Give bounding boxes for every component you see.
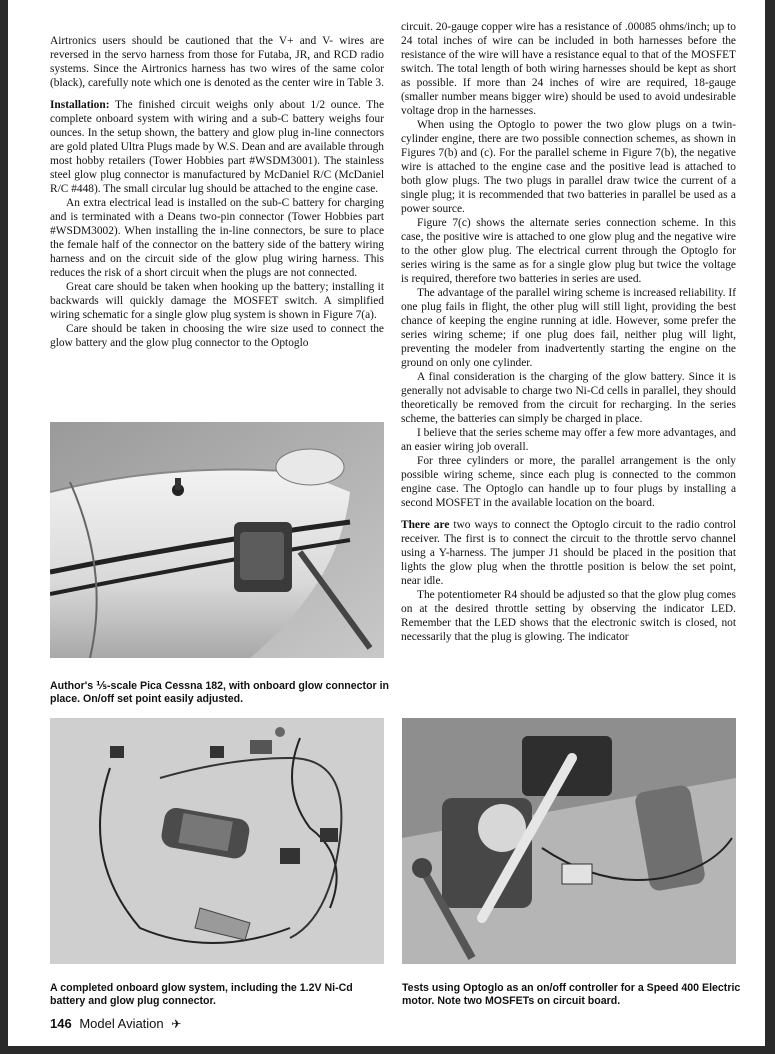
- right-column: [401, 20, 736, 644]
- paragraph: For three cylinders or more, the parallel arrangement is the only possible wiring scheme, since each plug is connected to the common engine case. The Optoglo can handle up to four plugs by installing a second MOSFET in the available location on the board.: [401, 455, 736, 509]
- glow-system-photo: [50, 718, 384, 964]
- paragraph: Care should be taken in choosing the wire size used to connect the glow battery and the glow plug connector to the Optoglo: [50, 323, 384, 349]
- paragraph: When using the Optoglo to power the two glow plugs on a twin-cylinder engine, there are two possible connection schemes, as shown in Figures 7(b) and (c). For the parallel scheme in Figure 7(b), the negative wire is attached to the engine case and the positive lead is attached to both glow plugs. The two plugs in parallel draw twice the current of a single plug; it is recommended that two batteries in parallel be used as a power source.: [401, 119, 736, 215]
- airplane-icon: ✈: [171, 1017, 182, 1031]
- paragraph: The advantage of the parallel wiring scheme is increased reliability. If one plug fails in flight, the other plug will still light, providing the best chance of keeping the engine running at idle. However, some prefer the series wiring scheme; if one plug does fail, neither plug will light, preventing the modeler from inadvertently starting the engine on the ground on only one cylinder.: [401, 287, 736, 369]
- photo-caption: Author's ⅕-scale Pica Cessna 182, with onboard glow connector in place. On/off set point easily adjusted.: [50, 680, 390, 705]
- paragraph: I believe that the series scheme may offer a few more advantages, and an easier wiring job overall.: [401, 427, 736, 453]
- paragraph: Great care should be taken when hooking up the battery; installing it backwards will quickly damage the MOSFET switch. A simplified wiring schematic for a single glow plug system is shown in Figure 7(a).: [50, 281, 384, 321]
- paragraph: A final consideration is the charging of the glow battery. Since it is generally not advisable to charge two Ni-Cd cells in parallel, they should theoretically be removed from the circuit for recharging. In the series scheme, the batteries can simply be charged in place.: [401, 371, 736, 425]
- fraction: 1/2: [310, 99, 326, 111]
- paragraph: The potentiometer R4 should be adjusted so that the glow plug comes on at the desired throttle setting by observing the indicator LED. Remember that the LED shows that the electronic switch is closed, not necessarily that the plug is glowing. The indicator: [401, 589, 736, 643]
- paragraph: Airtronics users should be cautioned that the V+ and V- wires are reversed in the servo harness from those for Futaba, JR, and RCD radio systems. Since the Airtronics harness has two wires of the same color (black), carefully note which one is denoted as the center wire in Table 3.: [50, 35, 384, 89]
- magazine-page: [8, 0, 765, 1046]
- section-heading: Installation:: [50, 99, 110, 111]
- cessna-photo: [50, 422, 384, 658]
- paragraph: An extra electrical lead is installed on the sub-C battery for charging and is terminated with a Deans two-pin connector (Tower Hobbies part #WSDM3002). When installing the in-line connectors, be sure to place the female half of the connector on the battery side of the battery wiring harness and on the circuit side of the glow plug wiring harness. This reduces the risk of a short circuit when the plugs are not connected.: [50, 197, 384, 279]
- page-footer: [50, 1016, 181, 1031]
- page-number: 146: [50, 1016, 72, 1031]
- magazine-name: Model Aviation: [79, 1016, 164, 1031]
- photo-caption: A completed onboard glow system, including the 1.2V Ni-Cd battery and glow plug connector.: [50, 982, 353, 1007]
- photo-caption: Tests using Optoglo as an on/off controller for a Speed 400 Electric motor. Note two MOSFETs on circuit board.: [402, 982, 741, 1007]
- left-column: [50, 34, 384, 350]
- paragraph: circuit. 20-gauge copper wire has a resistance of .00085 ohms/inch; up to 24 total inches of wire can be included in both harnesses before the resistance of the wire will have a resistance equal to that of the MOSFET switch. The total length of both wiring harnesses should be kept as short as possible. If more than 24 inches of wire are required, 18-gauge (smaller number means bigger wire) should be used to avoid undesirable voltage drop in the harnesses.: [401, 21, 736, 117]
- there-are-paragraph: There are two ways to connect the Optoglo circuit to the radio control receiver. The first is to connect the circuit to the throttle servo channel using a Y-harness. The jumper J1 should be placed in the position that lights the glow plug when the throttle position is below the set point, near idle.: [401, 519, 736, 587]
- paragraph: Figure 7(c) shows the alternate series connection scheme. In this case, the positive wire is attached to one glow plug and the negative wire to the other glow plug. The electrical current through the Optoglo for series wiring is the same as for a single glow plug but twice the voltage is required, therefore two batteries in series are used.: [401, 217, 736, 285]
- speed400-test-photo: [402, 718, 736, 964]
- section-heading: There are: [401, 519, 450, 531]
- installation-paragraph: Installation: The finished circuit weighs only about 1/2 ounce. The complete onboard system with wiring and a sub-C battery weighs four ounces. In the setup shown, the battery and glow plug in-line connectors are gold plated Ultra Plugs made by W.S. Dean and are available through most hobby retailers (Tower Hobbies part #WSDM3001). The stainless steel glow plug connector is manufactured by McDaniel R/C (McDaniel R/C #448). The small circular lug should be attached to the engine case.: [50, 99, 385, 195]
